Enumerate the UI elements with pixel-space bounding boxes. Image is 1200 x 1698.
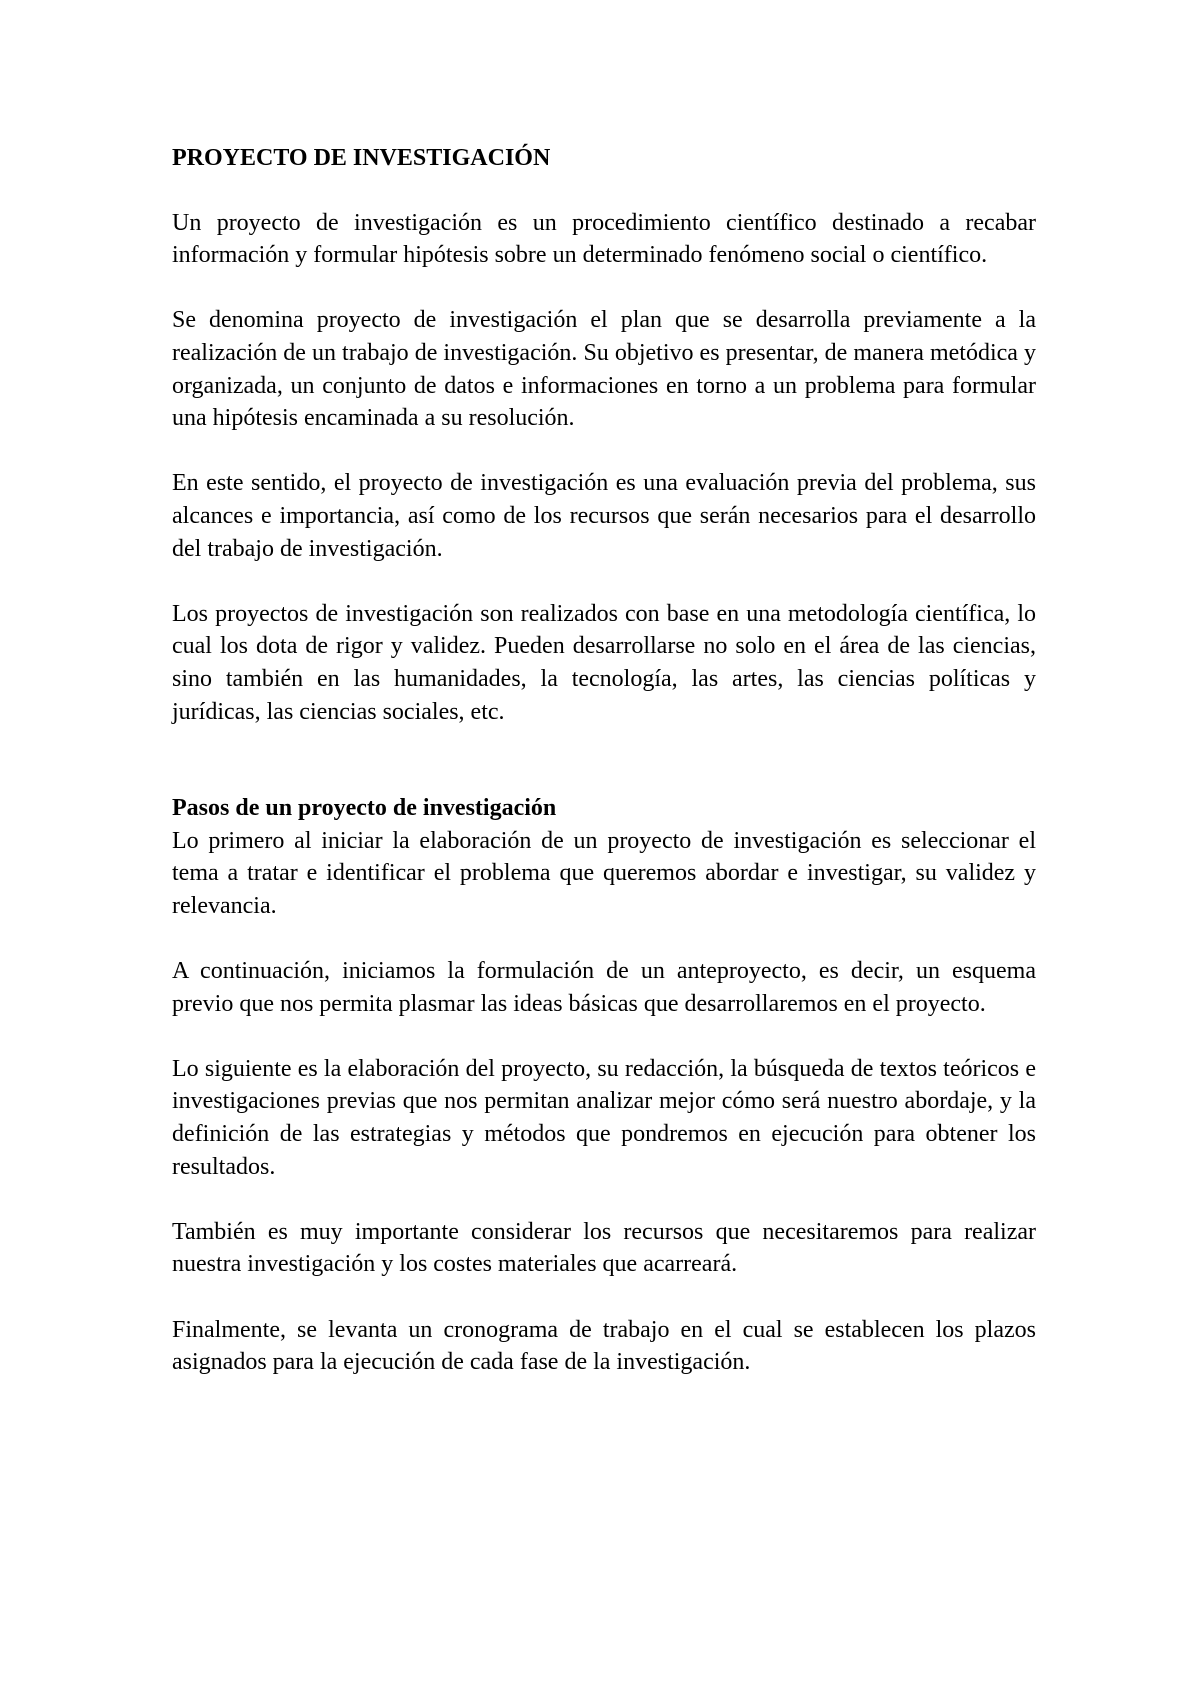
document-title: PROYECTO DE INVESTIGACIÓN (172, 145, 551, 171)
intro-paragraph-4: Los proyectos de investigación son realizados con base en una metodología científica, lo cual los dota de rigor y validez. Pueden desarrollarse no solo en el área de las ciencias, sino también en las humanidades, la tecnología, las artes, las ciencias políticas y jurídicas, las ciencias sociales, etc. (172, 600, 1036, 725)
intro-paragraph-2: Se denomina proyecto de investigación el plan que se desarrolla previamente a la realización de un trabajo de investigación. Su objetivo es presentar, de manera metódica y organizada, un conjunto de datos e informaciones en torno a un problema para formular una hipótesis encaminada a su resolución. (172, 307, 1036, 432)
intro-paragraph-1: Un proyecto de investigación es un procedimiento científico destinado a recabar información y formular hipótesis sobre un determinado fenómeno social o científico. (172, 209, 1036, 269)
section-paragraph-3: Lo siguiente es la elaboración del proyecto, su redacción, la búsqueda de textos teóricos e investigaciones previas que nos permitan analizar mejor cómo será nuestro abordaje, y la definición de las estrategias y métodos que pondremos en ejecución para obtener los resultados. (172, 1055, 1036, 1180)
intro-paragraph-3: En este sentido, el proyecto de investigación es una evaluación previa del problema, sus alcances e importancia, así como de los recursos que serán necesarios para el desarrollo del trabajo de investigación. (172, 470, 1036, 562)
section-paragraph-4: También es muy importante considerar los recursos que necesitaremos para realizar nuestra investigación y los costes materiales que acarreará. (172, 1218, 1036, 1278)
section-paragraph-2: A continuación, iniciamos la formulación de un anteproyecto, es decir, un esquema previo que nos permita plasmar las ideas básicas que desarrollaremos en el proyecto. (172, 958, 1036, 1017)
section-paragraph-5: Finalmente, se levanta un cronograma de trabajo en el cual se establecen los plazos asignados para la ejecución de cada fase de la investigación. (172, 1316, 1036, 1376)
document-body (172, 142, 1036, 1411)
section-heading: Pasos de un proyecto de investigación (172, 795, 557, 822)
section-paragraph-1: Lo primero al iniciar la elaboración de un proyecto de investigación es seleccionar el tema a tratar e identificar el problema que queremos abordar e investigar, su validez y relevancia. (172, 827, 1036, 919)
